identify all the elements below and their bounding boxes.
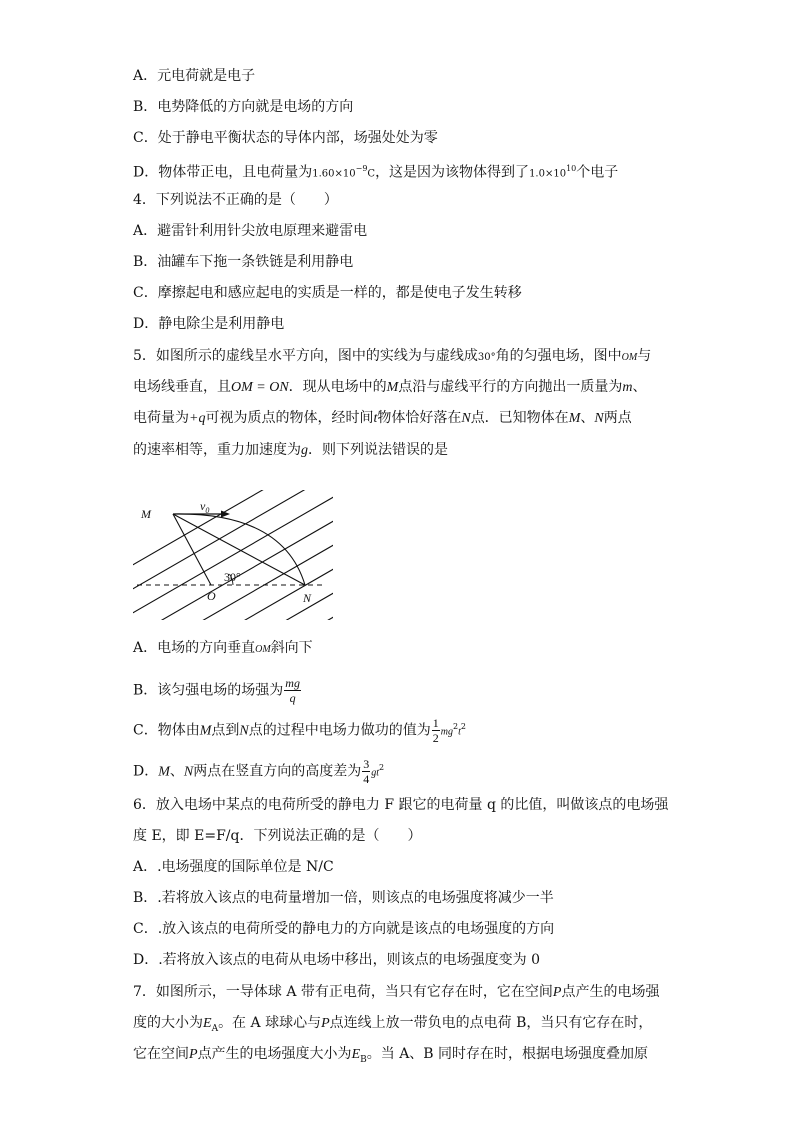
q6-option-a: A．.电场强度的国际单位是 N/C	[133, 859, 334, 875]
q5-l4-b: ．则下列说法错误的是	[308, 442, 448, 458]
q5-l2-mass: m	[622, 380, 633, 395]
q5-l2-b: ．现从电场中的	[288, 379, 387, 395]
q5-l3-f: 两点	[603, 410, 632, 426]
q5-l4-g: g	[301, 443, 308, 458]
q5-c-n: N	[239, 723, 249, 739]
q7-l1-a: 7．如图所示，一导体球 A 带有正电荷，当只有它存在时，它在空间	[133, 984, 553, 1000]
q5-l3-d: 点．已知物体在	[470, 410, 569, 426]
q5-l3-e: 、	[580, 410, 595, 426]
q5-c-expr: mg	[440, 726, 453, 738]
q5-b-den: q	[289, 691, 296, 705]
q4-option-a: A．避雷针利用针尖放电原理来避雷电	[133, 223, 368, 239]
q5-c-exp: 2	[452, 721, 459, 731]
q3-d-exp1: −9	[355, 164, 368, 173]
q7-l2-p: P	[321, 1016, 330, 1031]
q7-l3-b: 点产生的电场强度大小为	[197, 1046, 352, 1062]
q5-l3-m: M	[568, 411, 581, 426]
q5-stem-line4	[133, 440, 448, 461]
q5-l2-eq: OM = ON	[231, 380, 289, 395]
q5-option-b	[133, 676, 302, 705]
q7-l3-sub: B	[360, 1054, 367, 1065]
q5-stem-line1	[133, 346, 651, 368]
fig-label-v	[200, 499, 209, 515]
q7-l3-a: 它在空间	[133, 1046, 189, 1062]
q5-option-c	[133, 716, 466, 745]
q3-d-val1: 1.60×10	[312, 168, 356, 180]
q5-c-mid: 点到	[211, 722, 240, 739]
q5-l1-b: 角的匀强电场，图中	[495, 348, 622, 364]
q5-d-den: 4	[363, 772, 370, 786]
q5-c-num: 1	[432, 716, 439, 730]
q5-l3-b: 可视为质点的物体，经时间	[205, 410, 374, 426]
q5-l2-d: 、	[632, 379, 647, 395]
q5-l3-n: N	[461, 411, 471, 426]
q5-l3-n2: N	[594, 411, 604, 426]
q5-l4-a: 的速率相等，重力加速度为	[133, 442, 301, 458]
q7-l3-e: E	[351, 1047, 361, 1062]
fig-label-v-main: v	[200, 499, 206, 513]
q4-stem: 4．下列说法不正确的是（ ）	[133, 192, 338, 208]
q7-l1-b: 点产生的电场强	[561, 984, 660, 1000]
q5-l2-m: M	[386, 380, 399, 395]
q5-l3-a: 电荷量为	[133, 410, 189, 426]
q7-l2-sub: A	[211, 1023, 219, 1034]
q5-c-post: 点的过程中电场力做功的值为	[248, 722, 431, 739]
q5-option-a	[133, 638, 313, 660]
q6-option-d: D．.若将放入该点的电荷从电场中移出，则该点的电场强度变为 0	[133, 952, 541, 968]
q5-l1-om: OM	[621, 352, 638, 363]
q5-l2-a: 电场线垂直，且	[133, 379, 231, 395]
q3-d-exp2: 10	[566, 164, 577, 173]
q5-d-expr: gt	[371, 767, 380, 779]
q5-c-m: M	[199, 723, 212, 739]
q5-a-om: OM	[255, 644, 271, 655]
q7-stem-line3	[133, 1044, 648, 1070]
q5-b-fraction	[284, 676, 301, 705]
q7-l1-p: P	[552, 985, 562, 1000]
q5-l3-q: +q	[189, 411, 206, 426]
q5-stem-line3	[133, 408, 632, 429]
q6-option-c: C．.放入该点的电荷所受的静电力的方向就是该点的电场强度的方向	[133, 921, 555, 937]
q5-b-num: mg	[285, 676, 300, 690]
q7-l3-p: P	[189, 1047, 198, 1062]
q5-l1-a: 5．如图所示的虚线呈水平方向，图中的实线为与虚线成	[133, 348, 478, 364]
q6-stem-line2: 度 E，即 E=F/q．下列说法正确的是（ ）	[133, 828, 422, 844]
q5-l1-angle: 30°	[477, 352, 496, 363]
q5-d-post: 两点在竖直方向的高度差为	[193, 763, 362, 780]
q7-l3-c: 。当 A、B 同时存在时，根据电场强度叠加原	[366, 1046, 649, 1062]
q3-option-a: A．元电荷就是电子	[133, 68, 256, 84]
q5-l2-c: 点沿与虚线平行的方向抛出一质量为	[398, 379, 623, 395]
field-line	[133, 490, 333, 576]
q7-l2-b: 。在 A 球球心与	[218, 1015, 322, 1031]
q5-c-t: t	[458, 726, 461, 738]
q4-option-d: D．静电除尘是利用静电	[133, 316, 285, 332]
q4-option-b: B．油罐车下拖一条铁链是利用静电	[133, 254, 354, 270]
q5-b-pre: B．该匀强电场的场强为	[133, 682, 284, 699]
q3-option-c: C．处于静电平衡状态的导体内部，场强处处为零	[133, 130, 438, 146]
q5-c-pre: C．物体由	[133, 722, 200, 739]
q5-a-post: 斜向下	[270, 640, 313, 656]
q5-l3-c: 物体恰好落在	[377, 410, 462, 426]
q5-a-pre: A．电场的方向垂直	[133, 640, 256, 656]
q5-d-m: M	[158, 764, 170, 780]
fig-label-angle: 30°	[224, 570, 241, 584]
q5-option-d	[133, 757, 384, 786]
fig-label-v-sub: 0	[205, 506, 210, 515]
q6-stem-line1: 6．放入电场中某点的电荷所受的静电力 F 跟它的电荷量 q 的比值，叫做该点的电场强	[133, 797, 669, 813]
q5-d-num: 3	[363, 757, 370, 771]
q3-d-unit: C	[367, 168, 376, 180]
q7-l2-e: E	[203, 1016, 212, 1031]
fig-label-m: M	[141, 507, 151, 521]
q5-d-pre: D．	[133, 763, 159, 780]
q7-stem-line1	[133, 982, 659, 1003]
q3-d-post: 个电子	[576, 164, 619, 181]
q5-d-fraction	[362, 757, 370, 786]
q3-d-mid: ，这是因为该物体得到了	[375, 164, 530, 181]
q7-l2-c: 点连线上放一带负电的点电荷 B，当只有它存在时，	[329, 1015, 653, 1031]
q7-stem-line2	[133, 1013, 652, 1039]
q6-option-b: B．.若将放入该点的电荷量增加一倍，则该点的电场强度将减少一半	[133, 890, 554, 906]
q3-option-d	[133, 159, 618, 185]
fig-label-n: N	[303, 591, 312, 605]
q5-field-diagram	[133, 490, 333, 620]
q3-d-val2: 1.0×10	[529, 168, 567, 180]
q7-l2-a: 度的大小为	[133, 1015, 203, 1031]
q4-option-c: C．摩擦起电和感应起电的实质是一样的，都是使电子发生转移	[133, 285, 522, 301]
q5-l3-t: t	[373, 411, 378, 426]
q5-d-exp: 2	[379, 762, 385, 772]
q3-d-pre: D．物体带正电，且电荷量为	[133, 164, 313, 181]
q5-d-n: N	[183, 764, 194, 780]
q5-c-fraction	[432, 716, 440, 745]
q5-c-t-exp: 2	[460, 721, 466, 731]
fig-label-o: O	[207, 589, 216, 603]
q5-c-den: 2	[432, 731, 439, 745]
q3-option-b: B．电势降低的方向就是电场的方向	[133, 99, 354, 115]
q5-d-mid: 、	[169, 763, 184, 780]
q5-l1-c: 与	[637, 348, 652, 364]
q5-stem-line2	[133, 377, 646, 398]
